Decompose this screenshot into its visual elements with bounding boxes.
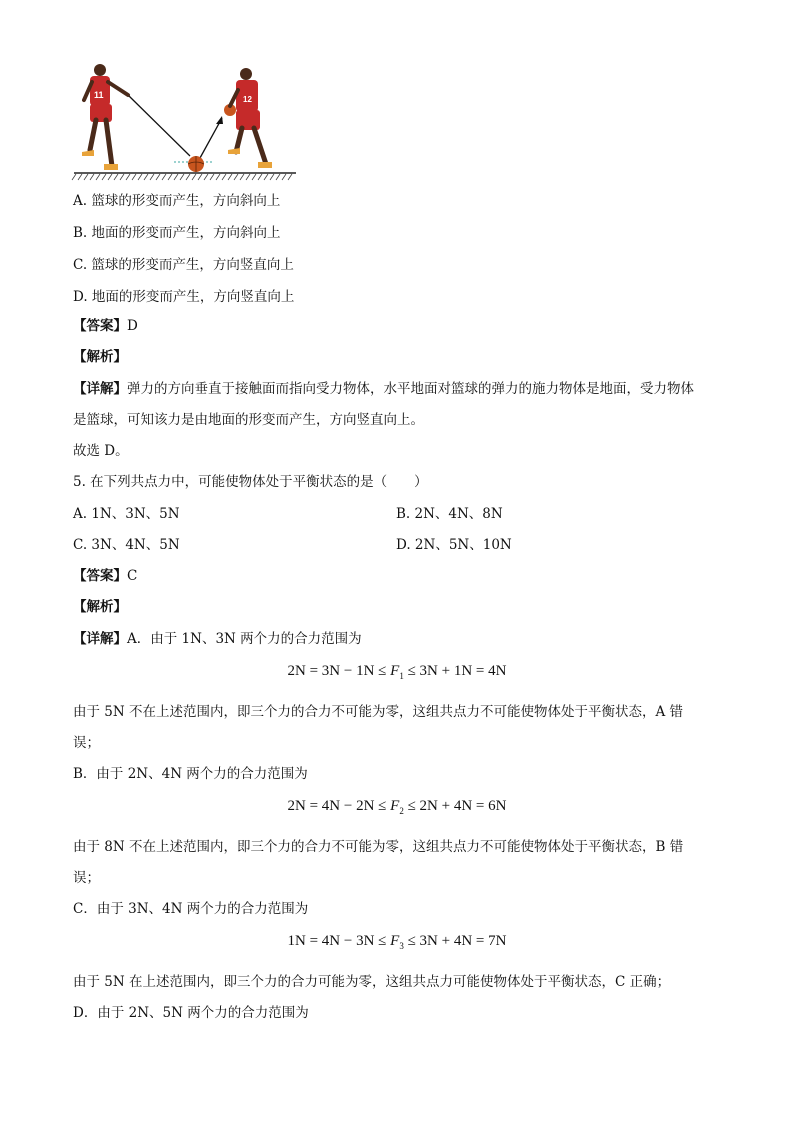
incoming-trajectory xyxy=(128,95,190,156)
formula-c: $1N = 4N - 3N \le F_3 \le 3N + 4N = 7N$ xyxy=(287,933,507,951)
option-b: B. 地面的形变而产生，方向斜向上 xyxy=(73,225,281,241)
basketball-pass-illustration xyxy=(70,60,300,185)
detail-label: 【详解】 xyxy=(73,381,127,397)
q5-option-d: D. 2N、5N、10N xyxy=(396,537,512,553)
q5-option-c: C. 3N、4N、5N xyxy=(73,537,180,553)
answer-label: 【答案】 xyxy=(73,318,127,334)
q4-detail-line-1: 【详解】弹力的方向垂直于接触面而指向受力物体，水平地面对篮球的弹力的施力物体是地面，受力物体 xyxy=(73,381,694,397)
formula-a: $2N = 3N - 1N \le F_1 \le 3N + 1N = 4N$ xyxy=(287,663,507,681)
q5-detail-a-intro: 【详解】A．由于 1N、3N 两个力的合力范围为 xyxy=(73,631,362,647)
q5-detail-c-line-1: 由于 5N 在上述范围内，即三个力的合力可能为零，这组共点力可能使物体处于平衡状态，C 正确； xyxy=(73,974,671,990)
option-d: D. 地面的形变而产生，方向竖直向上 xyxy=(73,289,295,305)
ground-hatching xyxy=(72,174,292,180)
q4-conclusion: 故选 D。 xyxy=(73,443,129,459)
q5-detail-a-line-2: 误； xyxy=(73,735,100,751)
q5-answer-value: C xyxy=(127,568,138,584)
q5-option-b: B. 2N、4N、8N xyxy=(396,506,503,522)
q4-detail-line-2: 是篮球，可知该力是由地面的形变而产生，方向竖直向上。 xyxy=(73,412,424,428)
option-c: C. 篮球的形变而产生，方向竖直向上 xyxy=(73,257,294,273)
q5-analysis-label: 【解析】 xyxy=(73,599,127,615)
q5-detail-a-line-1: 由于 5N 不在上述范围内，即三个力的合力不可能为零，这组共点力不可能使物体处于平衡状态，A 错 xyxy=(73,704,684,720)
q5-detail-d-intro: D．由于 2N、5N 两个力的合力范围为 xyxy=(73,1005,309,1021)
q4-answer-value: D xyxy=(127,318,138,334)
q4-analysis-label: 【解析】 xyxy=(73,349,127,365)
left-player-figure xyxy=(82,64,128,170)
q5-stem: 5. 在下列共点力中，可能使物体处于平衡状态的是（ ） xyxy=(73,474,428,490)
formula-b: $2N = 4N - 2N \le F_2 \le 2N + 4N = 6N$ xyxy=(287,798,507,816)
q5-detail-b-line-1: 由于 8N 不在上述范围内，即三个力的合力不可能为零，这组共点力不可能使物体处于平衡状态，B 错 xyxy=(73,839,684,855)
q5-option-a: A. 1N、3N、5N xyxy=(73,506,180,522)
right-player-figure xyxy=(224,68,272,168)
arrow-head xyxy=(216,116,223,124)
left-player-number: 11 xyxy=(94,90,104,100)
q5-detail-b-intro: B．由于 2N、4N 两个力的合力范围为 xyxy=(73,766,308,782)
option-a: A. 篮球的形变而产生，方向斜向上 xyxy=(73,193,281,209)
q4-answer xyxy=(73,316,138,336)
q5-detail-c-intro: C．由于 3N、4N 两个力的合力范围为 xyxy=(73,901,309,917)
right-player-number: 12 xyxy=(243,95,252,104)
q5-answer: 【答案】C xyxy=(73,568,138,584)
q5-detail-b-line-2: 误； xyxy=(73,870,100,886)
